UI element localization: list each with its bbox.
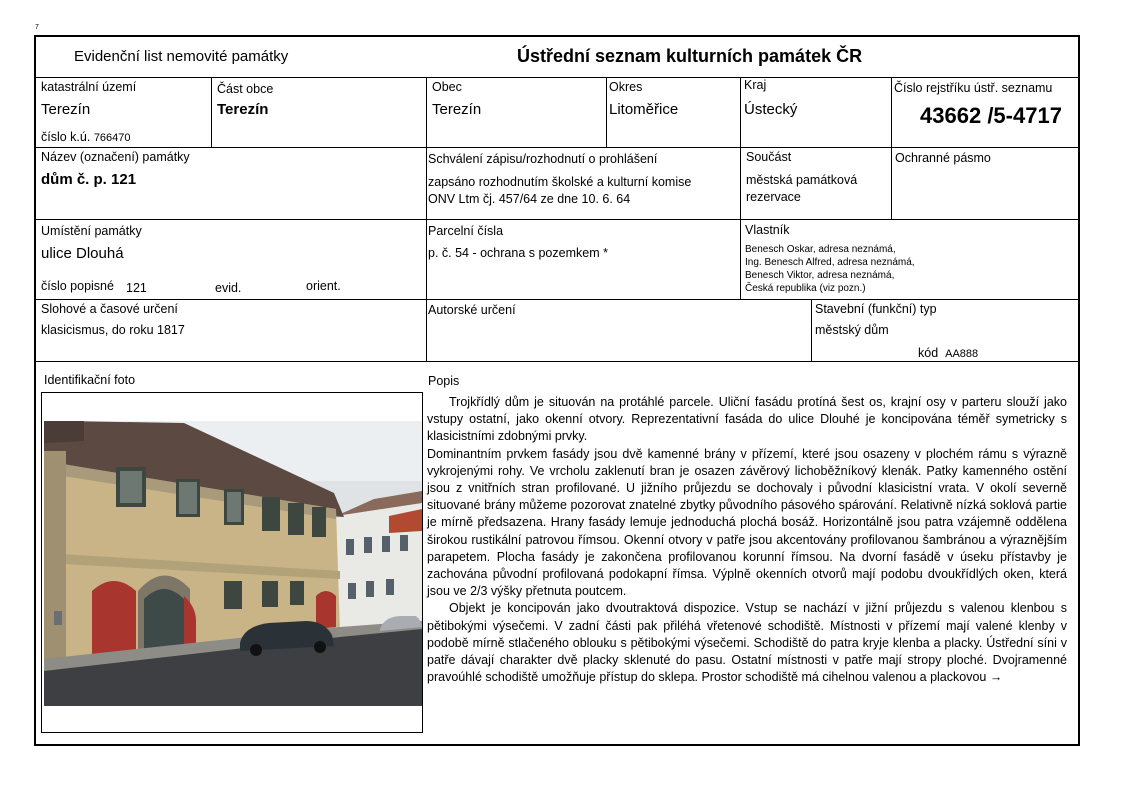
cadastral-number-value: 766470 — [93, 132, 131, 144]
author-label: Autorské určení — [428, 303, 516, 317]
building-photo — [44, 421, 422, 706]
divider — [36, 219, 1080, 220]
municipality-value: Terezín — [432, 101, 482, 118]
house-number-value: 121 — [126, 281, 147, 295]
style-period-label: Slohové a časové určení — [41, 302, 178, 316]
owner-label: Vlastník — [745, 223, 790, 237]
district-label: Okres — [609, 80, 643, 94]
divider — [36, 299, 1080, 300]
region-value: Ústecký — [744, 101, 798, 118]
parcel-numbers-value: p. č. 54 - ochrana s pozemkem * — [428, 246, 608, 260]
cadastral-area-label: katastrální území — [41, 80, 137, 94]
owner-line: Ing. Benesch Alfred, adresa neznámá, — [745, 257, 915, 268]
sheet-title: Evidenční list nemovité památky — [74, 48, 289, 65]
page-number: 7 — [35, 24, 39, 31]
owner-list — [745, 243, 1075, 298]
register-number-label: Číslo rejstříku ústř. seznamu — [894, 81, 1053, 95]
protection-zone-label: Ochranné pásmo — [895, 151, 991, 165]
cadastral-number-label: číslo k.ú. — [41, 130, 91, 144]
building-type-value: městský dům — [815, 323, 889, 337]
component-value-line1: městská památková — [746, 173, 858, 187]
divider — [811, 299, 812, 361]
monument-name-value: dům č. p. 121 — [41, 171, 137, 188]
municipality-label: Obec — [432, 80, 462, 94]
divider — [740, 77, 741, 299]
divider — [211, 77, 212, 147]
description-label: Popis — [428, 374, 460, 388]
code-label: kód — [918, 346, 939, 360]
code — [918, 346, 978, 360]
house-number-label: číslo popisné — [41, 279, 114, 293]
cadastral-area-value: Terezín — [41, 101, 91, 118]
divider — [36, 361, 1080, 362]
description-text — [427, 394, 1067, 686]
divider — [36, 77, 1080, 78]
divider — [606, 77, 607, 147]
owner-line: Benesch Oskar, adresa neznámá, — [745, 244, 896, 255]
municipality-part-label: Část obce — [217, 82, 274, 96]
style-period-value: klasicismus, do roku 1817 — [41, 323, 185, 337]
approval-value-line1: zapsáno rozhodnutím školské a kulturní komise — [428, 175, 692, 189]
orientation-number-label: orient. — [306, 279, 341, 293]
approval-value-line2: ONV Ltm čj. 457/64 ze dne 10. 6. 64 — [428, 192, 631, 206]
approval-label: Schválení zápisu/rozhodnutí o prohlášení — [428, 152, 658, 166]
description-paragraph: Trojkřídlý dům je situován na protáhlé parcele. Uliční fasádu protíná šest os, krajní osy v parteru slouží jako vstupy ostatní, jako okenní otvory. Reprezentativní fasáda do ulice Dlouhé je koncipována téměř symetricky s klasicistními zdobnými prvky. — [427, 395, 1067, 444]
component-value-line2: rezervace — [746, 190, 801, 204]
cadastral-number — [41, 130, 131, 144]
owner-line: Česká republika (viz pozn.) — [745, 283, 866, 294]
record-sheet-frame — [34, 35, 1080, 746]
register-number-value — [920, 103, 1062, 129]
component-label: Součást — [746, 150, 792, 164]
description-paragraph: Dominantním prvkem fasády jsou dvě kamenné brány v přízemí, které jsou osazeny v plochém rámu s výrazně vykrojenými rohy. Ve vrcholu zaklenutí bran je osazen závěrový lichoběžníkový klenák. Patky kamenného ostění jsou z vnitřních stran profilované. U jižního průjezdu se dochovaly i původní klasicistní vrata. V okolí severně situované brány můžeme pozorovat znatelné zbytky původního pásového spárování. Relativně nízká soklová partie je mírně předsazena. Hrany fasády lemuje jednoduchá plochá bosáž. Horizontálně jsou patra vzájemně oddělena širokou rustikální patrovou římsou. Okenní otvory v patře jsou akcentovány profilovanou šambránou a výraznějším parapetem. Plocha fasády je zakončena profilovanou korunní římsou. Na dvorní fasádě v úseku přístavby je zachována původní profilovaná podokapní římsa. Výplně okenních otvorů mají podobu dvoukřídlých oken, která jsou ve 2/3 výšky přetnuta poutcem. — [427, 446, 1067, 599]
district-value: Litoměřice — [609, 101, 679, 118]
description-paragraph: Objekt je koncipován jako dvoutraktová dispozice. Vstup se nachází v jižní průjezdu s valenou klenbou s pětibokými výsečemi. V zadní části pak přiléhá vřetenové schodiště. Místnosti v přízemí mají valené klenby v podobě mírně stlačeného oblouku s pětibokými výsečemi. Schodiště do patra kryje klenba a placky. Ústřední síni v patře dávají charakter dvě placky sklenuté do pasu. Ostatní místnosti v patře mají stropy ploché. Dvojramenné pravoúhlé schodiště umožňuje přístup do sklepa. Prostor schodiště má cihelnou valenou a plackovou → — [427, 601, 1067, 685]
municipality-part-value: Terezín — [217, 101, 269, 118]
location-value: ulice Dlouhá — [41, 245, 124, 262]
register-title: Ústřední seznam kulturních památek ČR — [517, 46, 863, 66]
monument-name-label: Název (označení) památky — [41, 150, 190, 164]
divider — [36, 147, 1080, 148]
region-label: Kraj — [744, 78, 767, 92]
location-label: Umístění památky — [41, 224, 142, 238]
building-type-label: Stavební (funkční) typ — [815, 302, 937, 316]
register-number-suffix: /5-4717 — [987, 103, 1062, 128]
code-value: AA888 — [945, 348, 979, 360]
register-number-main: 43662 — [920, 103, 982, 128]
photo-label: Identifikační foto — [44, 373, 136, 387]
parcel-numbers-label: Parcelní čísla — [428, 224, 504, 238]
divider — [891, 77, 892, 219]
owner-line: Benesch Viktor, adresa neznámá, — [745, 270, 895, 281]
evidence-number-label: evid. — [215, 281, 242, 295]
